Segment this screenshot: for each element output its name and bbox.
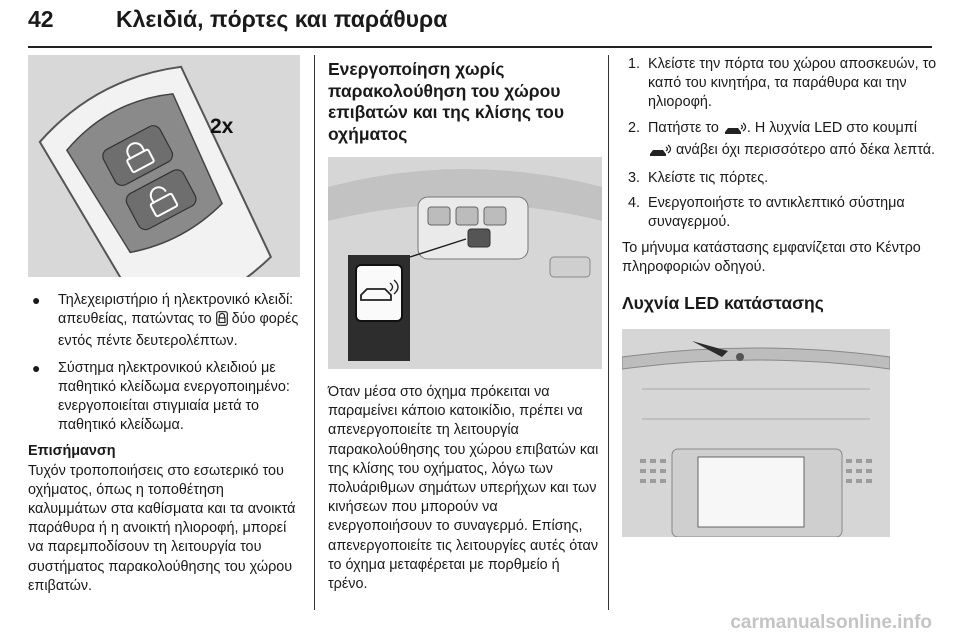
bullet-text: Τηλεχειριστήριο ή ηλεκτρονικό κλειδί: απευθείας, πατώντας το — [58, 292, 294, 328]
header-rule — [28, 46, 932, 48]
step-text: Πατήστε το — [648, 119, 719, 136]
roof-console-drawing — [328, 157, 602, 369]
bullet-list — [28, 291, 300, 435]
list-item — [628, 119, 938, 163]
step-text: ανάβει όχι περισσότερο από δέκα λεπτά. — [676, 141, 936, 158]
column-divider — [608, 55, 609, 610]
section-heading: Ενεργοποίηση χωρίς παρακολούθηση του χώρου επιβατών και της κλίσης του οχήματος — [328, 59, 565, 144]
page-number: 42 — [28, 6, 54, 32]
list-item — [28, 291, 300, 352]
page-header — [0, 0, 960, 52]
key-fob-illustration — [28, 55, 300, 277]
step-number: 1. — [628, 56, 641, 72]
column-left — [28, 55, 300, 596]
car-sensor-icon — [723, 122, 747, 141]
bullet-icon: ● — [32, 292, 41, 308]
press-twice-label: 2x — [210, 115, 234, 138]
roof-console-illustration — [328, 157, 602, 369]
bullet-text: δύο φορές εντός πέντε δευτερολέπτων. — [58, 311, 299, 350]
steps-list — [628, 55, 938, 233]
key-fob-drawing — [28, 55, 300, 277]
section-heading: Λυχνία LED κατάστασης — [622, 293, 824, 314]
status-led-illustration — [622, 329, 890, 537]
step-text: . Η λυχνία LED στο κουμπί — [746, 119, 917, 136]
list-item — [628, 55, 938, 113]
column-middle — [328, 55, 602, 594]
lock-icon — [216, 311, 228, 332]
step-text: Ενεργοποιήστε το αντικλεπτικό σύστημα συναγερμού. — [648, 195, 905, 231]
list-item — [628, 194, 938, 232]
car-sensor-icon — [648, 144, 672, 163]
bullet-icon: ● — [32, 359, 41, 376]
note-title: Επισήμανση — [28, 443, 116, 460]
dashboard-drawing — [622, 329, 890, 537]
column-divider — [314, 55, 315, 610]
step-text: Κλείστε τις πόρτες. — [648, 170, 769, 187]
note-text: Τυχόν τροποποιήσεις στο εσωτερικό του οχήματος, όπως η τοποθέτηση καλυμμάτων στα καθίσματα και τα ανοικτά παράθυρα ή η ανοικτή ηλιοροφή, μπορεί να παρεμποδίσουν τη λειτουργία του συστήματος παρακολούθησης του χώρου επιβατών. — [28, 462, 296, 594]
step-number: 3. — [628, 170, 641, 187]
step-number: 2. — [628, 119, 641, 136]
page-title: Κλειδιά, πόρτες και παράθυρα — [116, 6, 448, 32]
list-item — [28, 359, 300, 436]
list-item — [628, 169, 938, 188]
watermark: carmanualsonline.info — [730, 612, 932, 633]
step-text: Κλείστε την πόρτα του χώρου αποσκευών, το καπό του κινητήρα, τα παράθυρα και την ηλιοροφή. — [648, 56, 937, 111]
step-number: 4. — [628, 195, 641, 212]
body-text: Όταν μέσα στο όχημα πρόκειται να παραμείνει κάποιο κατοικίδιο, πρέπει να απενεργοποιείτε τη λειτουργία παρακολούθησης του χώρου επιβατών και της κλίσης του οχήματος, λόγω των πολυάριθμων σημάτων υπερήχων και των κινήσεων που μπορούν να ενεργοποιήσουν το συναγερμό. Επίσης, απενεργοποιείτε τις λειτουργίες αυτές όταν το όχημα μεταφέρεται με πορθμείο ή τρένο. — [328, 384, 599, 593]
status-message-text: Το μήνυμα κατάστασης εμφανίζεται στο Κέντρο πληροφοριών οδηγού. — [622, 239, 921, 275]
column-right — [622, 55, 938, 537]
bullet-text: Σύστημα ηλεκτρονικού κλειδιού με παθητικό κλείδωμα ενεργοποιημένο: ενεργοποιείται στιγμιαία μετά το παθητικό κλείδωμα. — [58, 359, 290, 434]
